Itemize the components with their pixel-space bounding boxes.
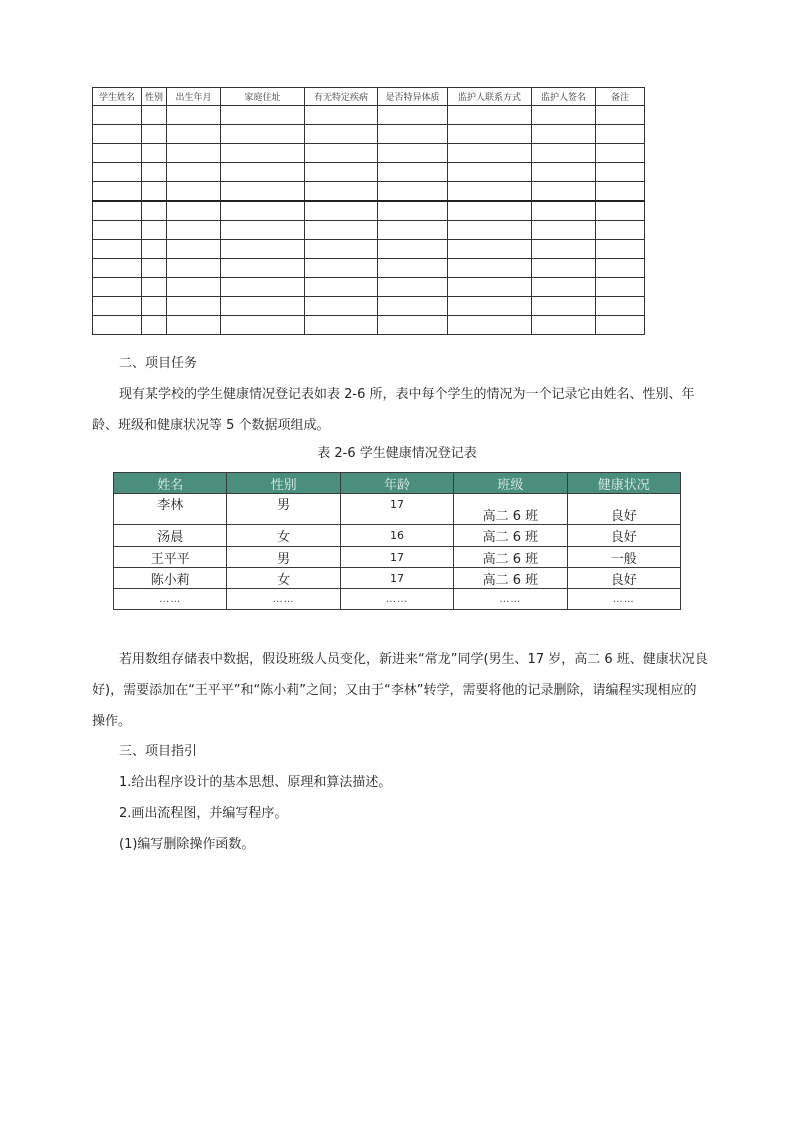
cell-class: 高二 6 班 (454, 525, 567, 547)
table-caption: 表 2-6 学生健康情况登记表 (317, 446, 477, 461)
cell-gender: 男 (227, 547, 340, 568)
table-row (114, 589, 681, 610)
operations-paragraph: 若用数组存储表中数据，假设班级人员变化，新进来“常龙”同学(男生、17 岁，高二 6 班、健康状况良好)，需要添加在“王平平”和“陈小莉”之间；又由于“李林”转学，需要将他的记录删除，请编程实现相应的操作。 (92, 652, 708, 729)
cell-health: 良好 (567, 525, 680, 547)
guide-item-1: 1.给出程序设计的基本思想、原理和算法描述。 (119, 775, 392, 790)
table-row (114, 568, 681, 589)
cell-name: 李林 (114, 494, 227, 525)
form-header-cell: 学生姓名 (93, 88, 142, 106)
cell-ellipsis: …… (340, 589, 453, 610)
task-paragraph: 现有某学校的学生健康情况登记表如表 2-6 所，表中每个学生的情况为一个记录它由姓名、性别、年龄、班级和健康状况等 5 个数据项组成。 (92, 387, 695, 433)
header-age: 年龄 (340, 473, 453, 494)
form-header-row (93, 88, 645, 106)
cell-age: 17 (340, 568, 453, 589)
section-heading-task: 二、项目任务 (119, 356, 198, 371)
cell-name: 王平平 (114, 547, 227, 568)
cell-class: 高二 6 班 (454, 547, 567, 568)
form-header-cell: 有无特定疾病 (305, 88, 378, 106)
guide-item-2: 2.画出流程图，并编写程序。 (119, 806, 288, 821)
form-header-cell: 家庭住址 (221, 88, 305, 106)
cell-gender: 女 (227, 525, 340, 547)
section-heading-guide: 三、项目指引 (119, 744, 198, 759)
cell-age: 17 (340, 547, 453, 568)
health-registration-table (113, 472, 681, 610)
form-row (93, 297, 645, 316)
header-name: 姓名 (114, 473, 227, 494)
cell-age: 17 (340, 494, 453, 525)
form-row (93, 106, 645, 125)
form-row (93, 144, 645, 163)
header-class: 班级 (454, 473, 567, 494)
cell-ellipsis: …… (114, 589, 227, 610)
guide-item-3: (1)编写删除操作函数。 (119, 837, 255, 852)
table-row (114, 525, 681, 547)
cell-health: 良好 (567, 568, 680, 589)
cell-health: 一般 (567, 547, 680, 568)
cell-gender: 男 (227, 494, 340, 525)
form-row (93, 259, 645, 278)
form-header-cell: 备注 (596, 88, 645, 106)
form-row (93, 316, 645, 335)
form-header-cell: 监护人签名 (532, 88, 596, 106)
form-header-cell: 出生年月 (167, 88, 221, 106)
cell-name: 陈小莉 (114, 568, 227, 589)
registration-form-table (92, 87, 645, 335)
header-gender: 性别 (227, 473, 340, 494)
cell-name: 汤晨 (114, 525, 227, 547)
form-row (93, 240, 645, 259)
cell-gender: 女 (227, 568, 340, 589)
table-row (114, 494, 681, 525)
form-header-cell: 是否特异体质 (378, 88, 448, 106)
cell-health: 良好 (567, 494, 680, 525)
form-row (93, 221, 645, 240)
form-row (93, 182, 645, 202)
cell-class: 高二 6 班 (454, 568, 567, 589)
form-row (93, 278, 645, 297)
form-row (93, 201, 645, 221)
form-header-cell: 性别 (142, 88, 167, 106)
cell-ellipsis: …… (227, 589, 340, 610)
header-health: 健康状况 (567, 473, 680, 494)
form-row (93, 125, 645, 144)
form-header-cell: 监护人联系方式 (448, 88, 532, 106)
cell-class: 高二 6 班 (454, 494, 567, 525)
cell-ellipsis: …… (454, 589, 567, 610)
table-row (114, 547, 681, 568)
cell-ellipsis: …… (567, 589, 680, 610)
cell-age: 16 (340, 525, 453, 547)
health-header-row (114, 473, 681, 494)
form-row (93, 163, 645, 182)
